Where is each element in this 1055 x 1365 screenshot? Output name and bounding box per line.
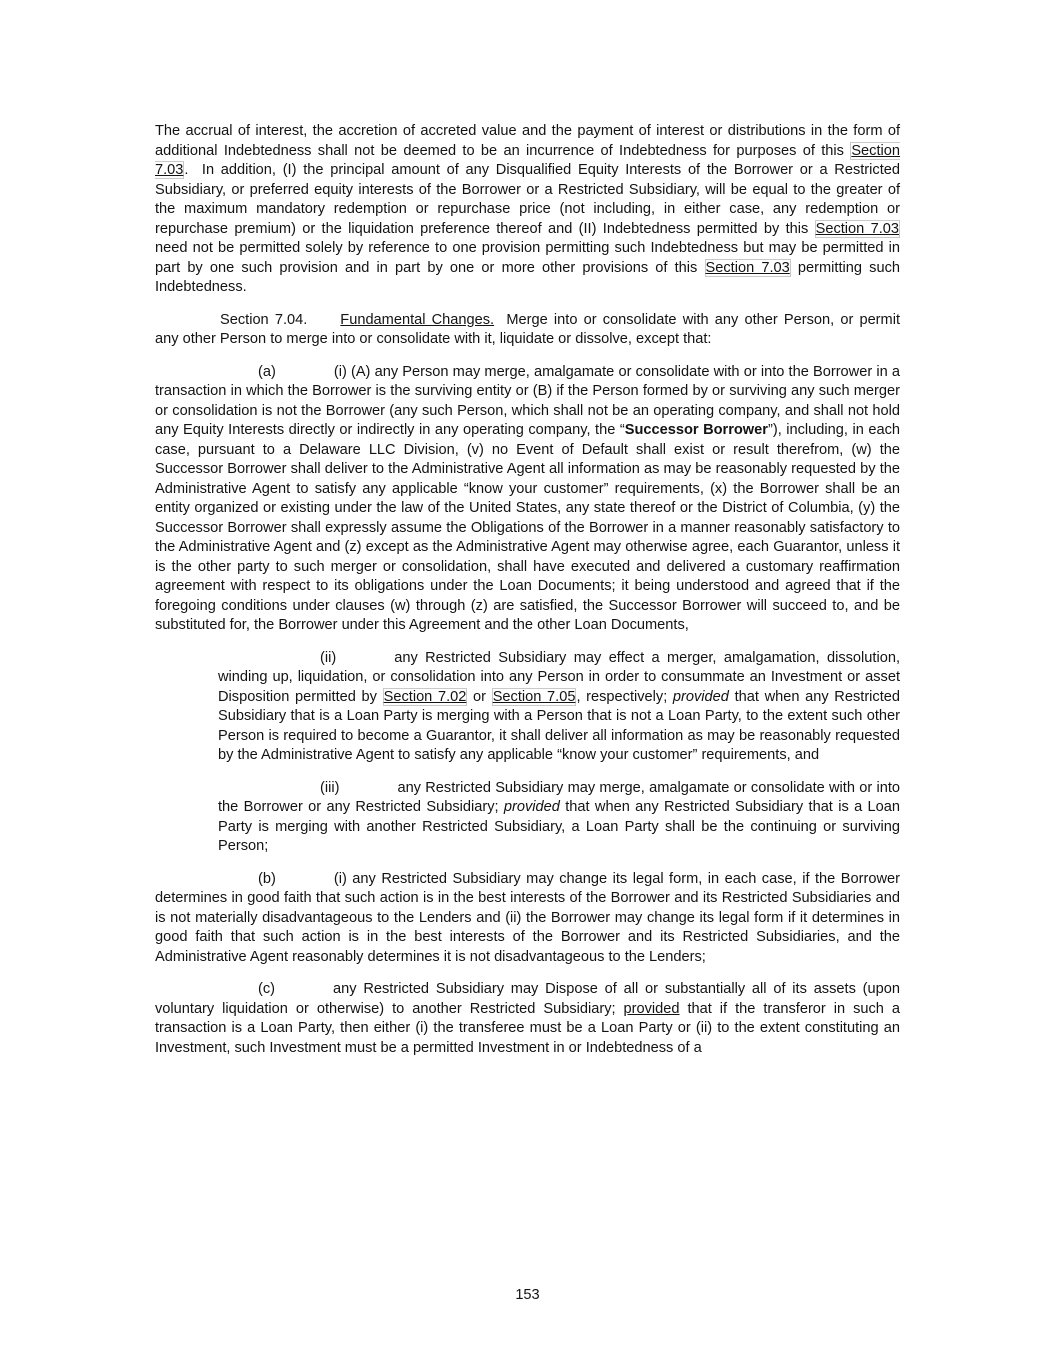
link-section-7-05[interactable]: Section 7.05	[492, 688, 576, 705]
text-run: any Restricted Subsidiary may effect a merger, amalgamation, dissolution, winding up, liquidation, or consolidation into any Person in order to consummate an Investment or asset Disposition permitted by	[218, 649, 900, 705]
defined-term-successor-borrower: Successor Borrower	[624, 422, 768, 438]
paragraph-clause-ii	[218, 649, 900, 766]
text-run: , respectively;	[576, 688, 673, 705]
text-run: any Restricted Subsidiary may merge, amalgamate or consolidate with or into the Borrower or any Restricted Subsidiary;	[218, 779, 900, 815]
text-run: that when any Restricted Subsidiary that is a Loan Party is merging with another Restricted Subsidiary, a Loan Party shall be the continuing or surviving Person;	[218, 799, 901, 854]
paragraph-clause-iii	[218, 779, 900, 857]
text-run: need not be permitted solely by reference to one provision permitting such Indebtedness but may be permitted in part by one such provision and in part by one or more other provisions of this	[155, 240, 900, 276]
text-run: Merge into or consolidate with any other Person, or permit any other Person to merge into or consolidate with it, liquidate or dissolve, except that:	[155, 311, 900, 347]
paragraph-section-7-04	[155, 311, 900, 350]
section-number: Section 7.04.	[220, 311, 308, 328]
link-section-7-03[interactable]: Section 7.03	[705, 259, 790, 276]
text-run: that when any Restricted Subsidiary that is a Loan Party is merging with a Person that is not a Loan Party, to the extent such other Person is required to become a Guarantor, it shall deliver all information as may be reasonably requested by the Administrative Agent to satisfy any applicable “know your customer” requirements, and	[218, 688, 901, 763]
text-run: permitting such Indebtedness.	[155, 259, 901, 295]
text-run: . In addition, (I) the principal amount of any Disqualified Equity Interests of the Borrower or a Restricted Subsidiary, or preferred equity interests of the Borrower or a Restricted Subsidiary, will be equal to the greater of the maximum mandatory redemption or repurchase price (not including, in either case, any redemption or repurchase premium) or the liquidation preference thereof and (II) Indebtedness permitted by this	[155, 162, 900, 237]
text-run: (i) (A) any Person may merge, amalgamate or consolidate with or into the Borrower in a transaction in which the Borrower is the surviving entity or (B) if the Person formed by or surviving any such merger or consolidation is not the Borrower (any such Person, which shall not be an operating company, and shall not hold any Equity Interests directly or indirectly in any operating company, the “	[155, 363, 900, 438]
text-run: or	[467, 688, 492, 705]
paragraph-clause-a	[155, 363, 900, 636]
text-run: (i) any Restricted Subsidiary may change its legal form, in each case, if the Borrower determines in good faith that such action is in the best interests of the Borrower and its Restricted Subsidiaries and is not materially disadvantageous to the Lenders and (ii) the Borrower may change its legal form if it determines in good faith that such action is in the best interests of the Borrower and its Restricted Subsidiaries, and the Administrative Agent reasonably determines it is not disadvantageous to the Lenders;	[155, 870, 900, 965]
paragraph-clause-b	[155, 870, 900, 968]
section-heading: Fundamental Changes.	[340, 311, 495, 328]
link-section-7-02[interactable]: Section 7.02	[383, 688, 467, 705]
clause-marker: (iii)	[320, 779, 340, 796]
paragraph-clause-c	[155, 980, 900, 1058]
proviso-term: provided	[503, 799, 560, 815]
clause-marker: (b)	[258, 870, 276, 887]
text-run: that if the transferor in such a transaction is a Loan Party, then either (i) the transferee must be a Loan Party or (ii) to the extent constituting an Investment, such Investment must be a permitted Investment in or Indebtedness of a	[155, 1000, 900, 1056]
text-run: ”), including, in each case, pursuant to a Delaware LLC Division, (v) no Event of Default shall exist or result therefrom, (w) the Successor Borrower shall deliver to the Administrative Agent all information as may be reasonably requested by the Administrative Agent to satisfy any applicable “know your customer” requirements, (x) the Borrower shall be an entity organized or existing under the law of the United States, any state thereof or the District of Columbia, (y) the Successor Borrower shall expressly assume the Obligations of the Borrower in a manner reasonably satisfactory to the Administrative Agent and (z) except as the Administrative Agent may otherwise agree, each Guarantor, unless it is the other party to such merger or consolidation, shall have executed and delivered a customary reaffirmation agreement with respect to its obligations under the Loan Documents; it being understood and agreed that if the foregoing conditions under clauses (w) through (z) are satisfied, the Successor Borrower will succeed to, and be substituted for, the Borrower under this Agreement and the other Loan Documents,	[155, 422, 900, 633]
link-section-7-03[interactable]: Section 7.03	[815, 220, 899, 237]
page-number: 153	[515, 1286, 540, 1303]
clause-marker: (a)	[258, 363, 276, 380]
paragraph-section-7-03-continuation	[155, 122, 900, 298]
proviso-term: provided	[672, 688, 729, 705]
clause-marker: (c)	[258, 981, 276, 997]
clause-marker: (ii)	[320, 649, 337, 666]
text-run: The accrual of interest, the accretion of accreted value and the payment of interest or distributions in the form of additional Indebtedness shall not be deemed to be an incurrence of Indebtedness for purposes of this	[155, 123, 900, 159]
text-run: any Restricted Subsidiary may Dispose of all or substantially all of its assets (upon voluntary liquidation or otherwise) to another Restricted Subsidiary;	[155, 981, 900, 1017]
proviso-term: provided	[623, 1000, 680, 1017]
link-section-7-03[interactable]: Section 7.03	[155, 142, 900, 178]
